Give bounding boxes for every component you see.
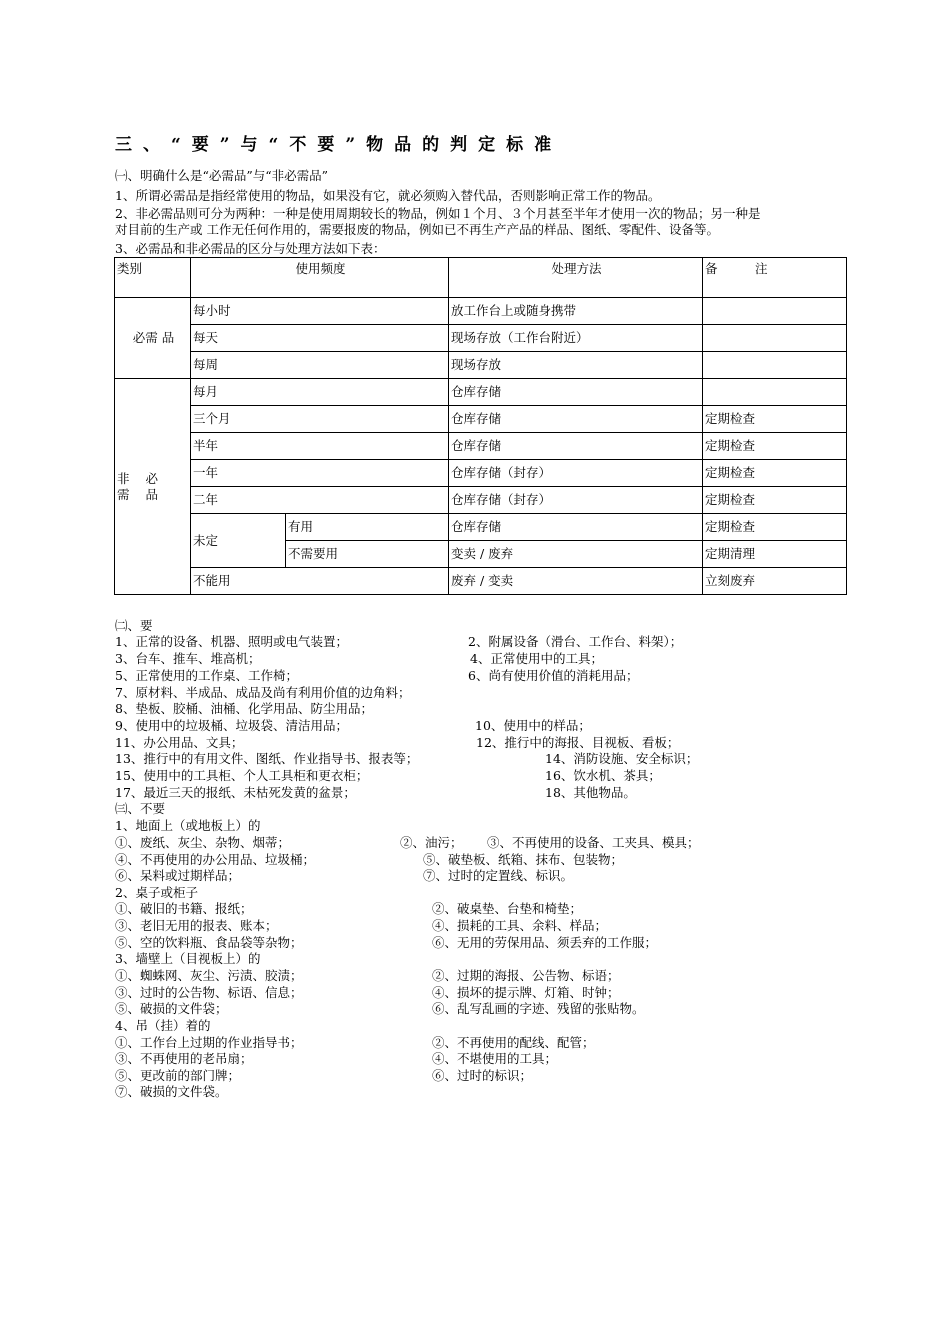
list-item: 12、推行中的海报、目视板、看板； xyxy=(476,735,680,750)
list-item: ③、老旧无用的报表、账本； xyxy=(115,918,278,933)
list-item: 9、使用中的垃圾桶、垃圾袋、清洁用品； xyxy=(115,718,348,733)
paragraph: 3、必需品和非必需品的区分与处理方法如下表： xyxy=(115,241,386,256)
method-cell: 仓库存储 xyxy=(449,406,703,433)
list-item: ③、不再使用的老吊扇； xyxy=(115,1051,253,1066)
list-item: 14、消防设施、安全标识； xyxy=(545,751,699,766)
table-row xyxy=(115,487,847,514)
note-cell: 定期检查 xyxy=(703,460,847,487)
frequency-cell: 每小时 xyxy=(191,298,449,325)
note-cell: 立刻废弃 xyxy=(703,568,847,595)
list-item: 16、饮水机、茶具； xyxy=(545,768,661,783)
list-item: ③、过时的公告物、标语、信息； xyxy=(115,985,303,1000)
list-item: ④、不再使用的办公用品、垃圾桶； xyxy=(115,852,316,867)
column-header: 类别 xyxy=(115,258,191,298)
table-row xyxy=(115,514,847,541)
method-cell: 现场存放 xyxy=(449,352,703,379)
method-cell: 废弃 / 变卖 xyxy=(449,568,703,595)
note-cell: 定期检查 xyxy=(703,487,847,514)
list-item: ⑦、过时的定置线、标识。 xyxy=(423,868,574,883)
list-item: ④、损坏的提示牌、灯箱、时钟； xyxy=(432,985,620,1000)
group-title: 3、墙壁上（目视板上）的 xyxy=(115,951,261,966)
list-item: ②、过期的海报、公告物、标语； xyxy=(432,968,620,983)
table-row xyxy=(115,568,847,595)
frequency-cell: 一年 xyxy=(191,460,449,487)
list-item: 4、正常使用中的工具； xyxy=(470,651,603,666)
column-header: 备 注 xyxy=(703,258,847,298)
note-cell xyxy=(703,379,847,406)
table-row xyxy=(115,379,847,406)
list-item: ③、不再使用的设备、工夹具、模具； xyxy=(487,835,700,850)
list-item: 18、其他物品。 xyxy=(545,785,636,800)
column-header: 处理方法 xyxy=(449,258,703,298)
method-cell: 仓库存储 xyxy=(449,379,703,406)
frequency-cell: 不能用 xyxy=(191,568,449,595)
note-cell: 定期检查 xyxy=(703,433,847,460)
table-row xyxy=(115,298,847,325)
list-item: 2、附属设备（滑台、工作台、料架）； xyxy=(468,634,683,649)
frequency-cell: 每周 xyxy=(191,352,449,379)
list-item: ④、不堪使用的工具； xyxy=(432,1051,558,1066)
table-row xyxy=(115,406,847,433)
frequency-cell: 不需要用 xyxy=(286,541,449,568)
list-item: ②、不再使用的配线、配管； xyxy=(432,1035,595,1050)
frequency-cell: 三个月 xyxy=(191,406,449,433)
list-item: ⑤、破垫板、纸箱、抹布、包装物； xyxy=(423,852,624,867)
method-cell: 仓库存储（封存） xyxy=(449,487,703,514)
list-item: 15、使用中的工具柜、个人工具柜和更衣柜； xyxy=(115,768,369,783)
frequency-cell: 每天 xyxy=(191,325,449,352)
paragraph: 2、非必需品则可分为两种：一种是使用周期较长的物品，例如１个月、３个月甚至半年才使用一次的物品；另一种是 xyxy=(115,206,761,221)
list-item: 7、原材料、半成品、成品及尚有利用价值的边角料； xyxy=(115,685,411,700)
list-item: 5、正常使用的工作桌、工作椅； xyxy=(115,668,298,683)
table-row xyxy=(115,433,847,460)
note-cell: 定期检查 xyxy=(703,406,847,433)
method-cell: 放工作台上或随身携带 xyxy=(449,298,703,325)
list-item: ①、废纸、灰尘、杂物、烟蒂； xyxy=(115,835,291,850)
list-item: 6、尚有使用价值的消耗用品； xyxy=(468,668,639,683)
table-row xyxy=(115,325,847,352)
frequency-cell: 二年 xyxy=(191,487,449,514)
list-item: ⑥、无用的劳保用品、须丢弃的工作服； xyxy=(432,935,658,950)
group-title: 1、地面上（或地板上）的 xyxy=(115,818,261,833)
list-item: ⑦、破损的文件袋。 xyxy=(115,1084,228,1099)
method-cell: 现场存放（工作台附近） xyxy=(449,325,703,352)
list-item: ⑤、空的饮料瓶、食品袋等杂物； xyxy=(115,935,303,950)
group-title: 4、吊（挂）着的 xyxy=(115,1018,211,1033)
list-item: 13、推行中的有用文件、图纸、作业指导书、报表等； xyxy=(115,751,419,766)
list-item: 17、最近三天的报纸、未枯死发黄的盆景； xyxy=(115,785,356,800)
paragraph: 1、所谓必需品是指经常使用的物品，如果没有它，就必须购入替代品，否则影响正常工作的物品。 xyxy=(115,188,661,203)
list-item: ⑥、呆料或过期样品； xyxy=(115,868,241,883)
table-header-row xyxy=(115,258,847,298)
list-item: ①、蜘蛛网、灰尘、污渍、胶渍； xyxy=(115,968,303,983)
list-item: ⑥、过时的标识； xyxy=(432,1068,533,1083)
table-row xyxy=(115,460,847,487)
section-heading-1: ㈠、明确什么是“必需品”与“非必需品” xyxy=(115,168,329,183)
section-heading-2: ㈡、要 xyxy=(115,618,153,633)
frequency-cell: 有用 xyxy=(286,514,449,541)
method-cell: 仓库存储 xyxy=(449,514,703,541)
frequency-cell: 每月 xyxy=(191,379,449,406)
classification-table xyxy=(114,257,847,595)
list-item: ⑤、破损的文件袋； xyxy=(115,1001,228,1016)
method-cell: 仓库存储 xyxy=(449,433,703,460)
category-cell: 非 必 需 品 xyxy=(115,379,191,595)
category-cell: 必需 品 xyxy=(115,298,191,379)
note-cell xyxy=(703,298,847,325)
list-item: ①、破旧的书籍、报纸； xyxy=(115,901,253,916)
page-title: 三、“要”与“不要”物品的判定标准 xyxy=(115,135,563,155)
list-item: 1、正常的设备、机器、照明或电气装置； xyxy=(115,634,348,649)
column-header: 使用频度 xyxy=(191,258,449,298)
list-item: 10、使用中的样品； xyxy=(475,718,591,733)
note-cell xyxy=(703,325,847,352)
note-cell xyxy=(703,352,847,379)
frequency-cell: 半年 xyxy=(191,433,449,460)
list-item: 11、办公用品、文具； xyxy=(115,735,244,750)
section-heading-3: ㈢、不要 xyxy=(115,801,166,816)
list-item: ⑤、更改前的部门牌； xyxy=(115,1068,241,1083)
note-cell: 定期检查 xyxy=(703,514,847,541)
table-row xyxy=(115,352,847,379)
list-item: ②、破桌垫、台垫和椅垫； xyxy=(432,901,583,916)
method-cell: 仓库存储（封存） xyxy=(449,460,703,487)
group-title: 2、桌子或柜子 xyxy=(115,885,198,900)
method-cell: 变卖 / 废弃 xyxy=(449,541,703,568)
note-cell: 定期清理 xyxy=(703,541,847,568)
list-item: ④、损耗的工具、余料、样品； xyxy=(432,918,608,933)
subcategory-cell: 未定 xyxy=(191,514,286,568)
list-item: ②、油污； xyxy=(400,835,463,850)
list-item: 3、台车、推车、堆高机； xyxy=(115,651,261,666)
list-item: ⑥、乱写乱画的字迹、残留的张贴物。 xyxy=(432,1001,645,1016)
list-item: 8、垫板、胶桶、油桶、化学用品、防尘用品； xyxy=(115,701,373,716)
list-item: ①、工作台上过期的作业指导书； xyxy=(115,1035,303,1050)
paragraph: 对目前的生产或 工作无任何作用的，需要报废的物品，例如已不再生产产品的样品、图纸、零配件、设备等。 xyxy=(115,222,719,237)
